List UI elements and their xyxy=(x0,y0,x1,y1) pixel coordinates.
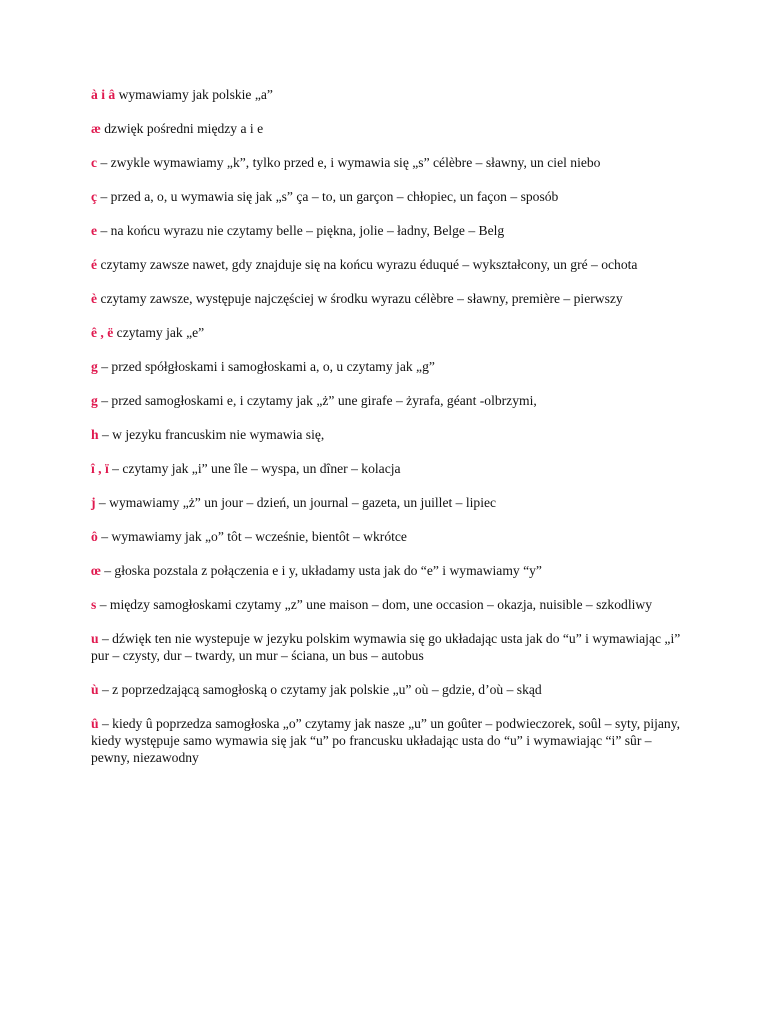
entry-text: – z poprzedzającą samogłoską o czytamy jak polskie „u” où – gdzie, d’où – skąd xyxy=(98,682,542,697)
entry-oe xyxy=(91,562,681,579)
entry-text: czytamy jak „e” xyxy=(113,325,205,340)
entry-text: – przed a, o, u wymawia się jak „s” ça – to, un garçon – chłopiec, un façon – sposób xyxy=(97,189,559,204)
entry-text: – wymawiamy „ż” un jour – dzień, un journal – gazeta, un juillet – lipiec xyxy=(95,495,497,510)
entry-letter: h xyxy=(91,427,99,442)
entry-letter: î , ï xyxy=(91,461,109,476)
entry-letter: ç xyxy=(91,189,98,204)
entry-letter: ê , ë xyxy=(91,325,114,340)
entry-letter: g xyxy=(91,393,98,408)
entry-letter: ô xyxy=(91,529,98,544)
entry-letter: g xyxy=(91,359,98,374)
entry-u-circumflex xyxy=(91,715,681,766)
entry-u xyxy=(91,630,681,664)
entry-letter: œ xyxy=(91,563,101,578)
entry-text: – między samogłoskami czytamy „z” une maison – dom, une occasion – okazja, nuisible – szkodliwy xyxy=(96,597,652,612)
entry-letter: s xyxy=(91,597,97,612)
entry-text: – czytamy jak „i” une île – wyspa, un dîner – kolacja xyxy=(108,461,401,476)
entry-ae xyxy=(91,120,681,137)
entry-c xyxy=(91,154,681,171)
entry-letter: c xyxy=(91,155,98,170)
document-page xyxy=(91,86,681,783)
entry-c-cedilla xyxy=(91,188,681,205)
entry-text: – na końcu wyrazu nie czytamy belle – piękna, jolie – ładny, Belge – Belg xyxy=(97,223,505,238)
entry-e xyxy=(91,222,681,239)
entry-g-soft xyxy=(91,392,681,409)
entry-letter: æ xyxy=(91,121,101,136)
entry-letter: ù xyxy=(91,682,99,697)
entry-letter: û xyxy=(91,716,99,731)
entry-u-grave xyxy=(91,681,681,698)
entry-text: – przed samogłoskami e, i czytamy jak „ż” une girafe – żyrafa, géant -olbrzymi, xyxy=(97,393,537,408)
entry-text: – wymawiamy jak „o” tôt – wcześnie, bientôt – wkrótce xyxy=(97,529,407,544)
entry-text: – w jezyku francuskim nie wymawia się, xyxy=(98,427,325,442)
entry-text: czytamy zawsze, występuje najczęściej w środku wyrazu célèbre – sławny, première – pierwszy xyxy=(97,291,623,306)
entry-o-circumflex xyxy=(91,528,681,545)
entry-letter: à i â xyxy=(91,87,116,102)
entry-text: czytamy zawsze nawet, gdy znajduje się na końcu wyrazu éduqué – wykształcony, un gré – ochota xyxy=(97,257,638,272)
entry-e-acute xyxy=(91,256,681,273)
entry-text: – dźwięk ten nie wystepuje w jezyku polskim wymawia się go układając usta jak do “u” i wymawiając „i” pur – czysty, dur – twardy, un mur – ściana, un bus – autobus xyxy=(91,631,681,663)
entry-text: – przed spółgłoskami i samogłoskami a, o, u czytamy jak „g” xyxy=(97,359,435,374)
entry-e-grave xyxy=(91,290,681,307)
entry-text: dzwięk pośredni między a i e xyxy=(100,121,264,136)
entry-letter: é xyxy=(91,257,98,272)
entry-letter: u xyxy=(91,631,99,646)
entry-s xyxy=(91,596,681,613)
entry-e-circumflex-diaeresis xyxy=(91,324,681,341)
entry-letter: e xyxy=(91,223,98,238)
entry-text: – kiedy û poprzedza samogłoska „o” czytamy jak nasze „u” un goûter – podwieczorek, soûl – syty, pijany, kiedy występuje samo wymawia się jak “u” po francusku układając usta do “u” i wymawiając “i” sûr – pewny, niezawodny xyxy=(91,716,681,765)
entry-a-grave-circumflex xyxy=(91,86,681,103)
entry-text: wymawiamy jak polskie „a” xyxy=(115,87,273,102)
entry-letter: j xyxy=(91,495,96,510)
entry-text: – zwykle wymawiamy „k”, tylko przed e, i wymawia się „s” célèbre – sławny, un ciel niebo xyxy=(97,155,601,170)
entry-g-hard xyxy=(91,358,681,375)
entry-letter: è xyxy=(91,291,98,306)
entry-i-circumflex-diaeresis xyxy=(91,460,681,477)
entry-text: – głoska pozstala z połączenia e i y, układamy usta jak do “e” i wymawiamy “y” xyxy=(100,563,542,578)
entry-j xyxy=(91,494,681,511)
entry-h xyxy=(91,426,681,443)
